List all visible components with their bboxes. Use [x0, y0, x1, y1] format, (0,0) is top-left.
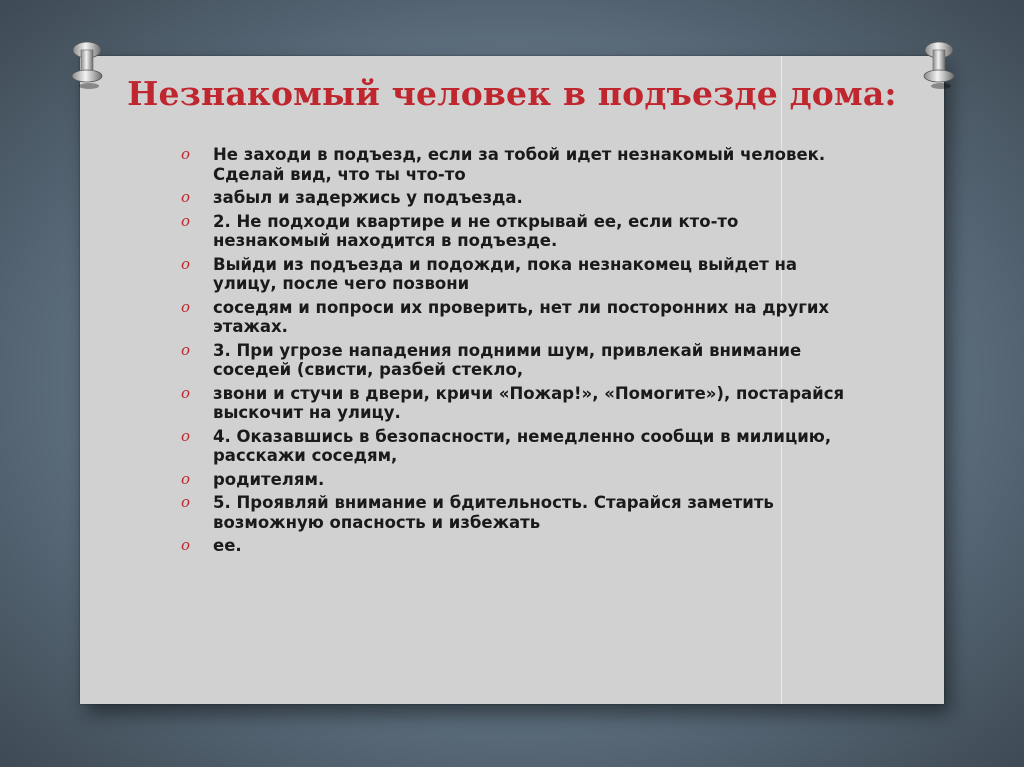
list-item-text: Выйди из подъезда и подожди, пока незнакомец выйдет на улицу, после чего позвони	[213, 254, 798, 293]
bullet-icon: o	[181, 493, 191, 511]
list-item	[178, 341, 858, 380]
list-item-text: 5. Проявляй внимание и бдительность. Старайся заметить возможную опасность и избежать	[213, 493, 774, 532]
list-item	[178, 212, 858, 251]
list-item-text: родителям.	[213, 469, 325, 489]
list-item	[178, 493, 858, 532]
list-item-text: забыл и задержись у подъезда.	[213, 188, 523, 207]
bullet-icon: o	[181, 383, 191, 402]
bullet-icon: o	[181, 536, 191, 554]
list-item-text: 4. Оказавшись в безопасности, немедленно сообщи в милицию, расскажи соседям,	[213, 426, 832, 465]
list-item-text: звони и стучи в двери, кричи «Пожар!», «Помогите»), постарайся выскочит на улицу.	[213, 383, 845, 422]
list-item-text: соседям и попроси их проверить, нет ли посторонних на других этажах.	[213, 297, 830, 336]
list-item	[178, 536, 858, 556]
bullet-icon: o	[181, 297, 191, 316]
list-item	[178, 384, 858, 423]
bullet-icon: o	[181, 254, 191, 273]
list-item	[178, 188, 858, 208]
bullet-icon: o	[181, 340, 191, 359]
bullet-icon: o	[181, 211, 191, 230]
list-item	[178, 470, 858, 490]
list-item-text: 3. При угрозе нападения подними шум, привлекай внимание соседей (свисти, разбей стекло,	[213, 340, 802, 379]
list-item	[178, 298, 858, 337]
list-item-text: 2. Не подходи квартире и не открывай ее, если кто-то незнакомый находится в подъезде.	[213, 211, 739, 250]
list-item	[178, 255, 858, 294]
list-item-text: Не заходи в подъезд, если за тобой идет незнакомый человек. Сделай вид, что ты что-то	[213, 145, 826, 184]
list-item	[178, 145, 858, 184]
bullet-icon: o	[181, 469, 191, 488]
bullet-list	[178, 145, 858, 560]
bullet-icon: o	[181, 188, 191, 206]
bullet-icon: o	[181, 426, 191, 445]
list-item	[178, 427, 858, 466]
list-item-text: ее.	[213, 536, 242, 555]
slide-title: Незнакомый человек в подъезде дома:	[127, 74, 897, 113]
bullet-icon: o	[181, 145, 191, 163]
